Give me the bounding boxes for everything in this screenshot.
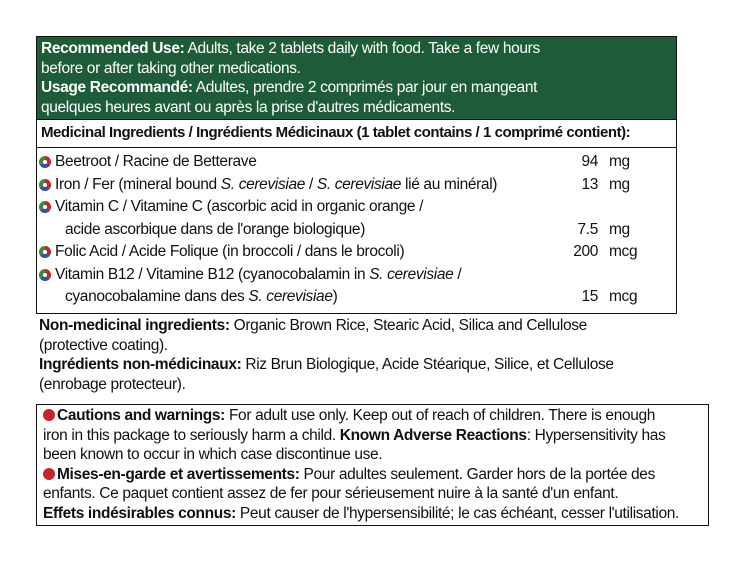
warning-dot-icon [43,468,55,480]
medicinal-ingredients-table [36,119,677,314]
ingredient-name: Iron / Fer (mineral bound S. cerevisiae / S. cerevisiae lié au minéral) [55,175,498,193]
cautions-en-text1: For adult use only. Keep out of reach of children. There is enough [224,407,656,424]
tricolor-bullet-icon [39,246,51,258]
non-medicinal-ingredients [39,316,679,394]
ingredient-amount: 200 [573,243,598,260]
non-medicinal-en-line1 [39,316,679,336]
cautions-en-label: Cautions and warnings: [57,407,225,424]
ingredient-row-folic-acid [37,241,676,264]
ingredient-unit: mg [609,175,630,193]
non-medicinal-fr-text2: (enrobage protecteur). [39,375,186,393]
cautions-en-line1 [43,406,708,426]
cautions-warnings-box [36,404,709,526]
non-medicinal-en-text2: (protective coating). [39,336,168,354]
ingredient-unit: mg [609,153,630,170]
non-medicinal-fr-line1 [39,355,679,375]
ingredient-name: Vitamin B12 / Vitamine B12 (cyanocobalamin in S. cerevisiae / [55,265,462,283]
tricolor-bullet-icon [39,156,51,168]
tricolor-bullet-icon [39,201,51,213]
non-medicinal-en-label: Non-medicinal ingredients: [39,317,230,334]
ingredient-amount: 7.5 [577,220,598,238]
adverse-reactions-fr-label: Effets indésirables connus: [43,504,236,522]
ingredient-name-continued: acide ascorbique dans de l'orange biologique) [65,220,366,238]
ingredient-name: Beetroot / Racine de Betterave [55,153,257,170]
recommended-use-fr-text1: Adultes, prendre 2 comprimés par jour en mangeant [192,79,538,96]
cautions-fr-text3: Peut causer de l'hypersensibilité; le cas échéant, cesser l'utilisation. [235,504,679,522]
cautions-fr-text1: Pour adultes seulement. Garder hors de la portée des [299,465,655,483]
ingredient-name-continued: cyanocobalamine dans des S. cerevisiae) [65,288,338,305]
recommended-use-panel [36,36,677,120]
recommended-use-fr-text2: quelques heures avant ou après la prise d'autres médicaments. [41,98,456,116]
non-medicinal-fr-text1: Riz Brun Biologique, Acide Stéarique, Silice, et Cellulose [241,356,614,373]
recommended-use-en-line1 [41,39,676,59]
recommended-use-fr-line1 [41,78,676,98]
cautions-fr-line2: enfants. Ce paquet contient assez de fer pour sérieusement nuire à la santé d'un enfant. [43,485,619,502]
adverse-reactions-en-label: Known Adverse Reactions [339,426,527,444]
ingredient-name: Vitamin C / Vitamine C (ascorbic acid in organic orange / [55,198,424,215]
medicinal-ingredients-header: Medicinal Ingredients / Ingrédients Médicinaux (1 tablet contains / 1 comprimé contient): [37,120,676,148]
ingredient-unit: mg [609,220,630,238]
ingredient-unit: mcg [609,243,638,260]
cautions-en-line3: been known to occur in which case discontinue use. [43,446,383,463]
recommended-use-en-text1: Adults, take 2 tablets daily with food. Take a few hours [184,40,540,57]
ingredient-row-beetroot [37,151,676,174]
warning-dot-icon [43,409,55,421]
non-medicinal-fr-label: Ingrédients non-médicinaux: [39,356,242,373]
ingredient-amount: 94 [581,153,598,170]
ingredient-unit: mcg [609,288,638,305]
ingredient-amount: 13 [581,175,598,193]
ingredient-amount: 15 [581,288,598,305]
recommended-use-en-label: Recommended Use: [41,40,185,57]
recommended-use-en-text2: before or after taking other medications. [41,59,301,77]
ingredient-row-iron [37,174,676,197]
ingredient-row-vitamin-b12 [37,264,676,309]
recommended-use-fr-label: Usage Recommandé: [41,79,193,96]
non-medicinal-en-text1: Organic Brown Rice, Stearic Acid, Silica and Cellulose [229,317,587,334]
cautions-fr-line3 [43,504,708,524]
cautions-fr-label: Mises-en-garde et avertissements: [57,465,300,483]
cautions-en-line2: iron in this package to seriously harm a child. Known Adverse Reactions: Hypersensitivity has [43,426,666,444]
ingredient-list [37,148,676,309]
ingredient-name: Folic Acid / Acide Folique (in broccoli / dans le brocoli) [55,243,405,260]
tricolor-bullet-icon [39,179,51,191]
ingredient-row-vitamin-c [37,196,676,241]
cautions-fr-line1 [43,465,708,485]
tricolor-bullet-icon [39,269,51,281]
